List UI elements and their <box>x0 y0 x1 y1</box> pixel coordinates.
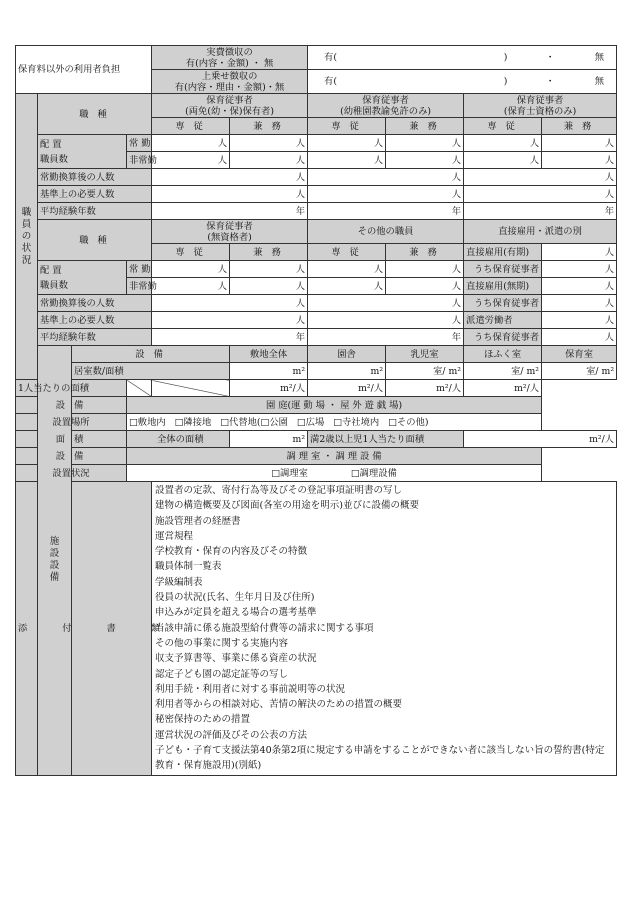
location-label: 設置場所 <box>16 414 127 431</box>
cell-input[interactable]: 人 <box>152 312 308 329</box>
sentou-header: 専 従 <box>152 118 230 135</box>
cell-input[interactable]: 人 <box>464 135 542 152</box>
cell-input[interactable]: 室/ m² <box>542 363 617 380</box>
attachment-item: 学級編制表 <box>155 576 203 588</box>
of-which-label: うち保育従事者 <box>464 261 542 278</box>
cell-input[interactable]: 人 <box>152 135 230 152</box>
per-child-label: 1人当たりの面積 <box>16 380 127 397</box>
cell-input[interactable]: m² <box>230 431 308 448</box>
col-infant-room: 乳児室 <box>386 346 464 363</box>
attachment-item: 役員の状況(氏名、生年月日及び住所) <box>155 592 315 604</box>
direct-fixed-label: 直接雇用(有期) <box>464 244 542 261</box>
job-type-header: 職 種 <box>38 220 152 261</box>
joukin-label: 常 勤 <box>127 261 152 278</box>
cell-input[interactable]: m²/人 <box>464 431 617 448</box>
cell-input[interactable]: 人 <box>308 169 464 186</box>
cell-input[interactable]: 人 <box>386 261 464 278</box>
garden-header: 園 庭(運 動 場 ・ 屋 外 遊 戯 場) <box>127 397 542 414</box>
cell-input[interactable]: 人 <box>308 186 464 203</box>
cell-input[interactable]: 人 <box>542 329 617 346</box>
diagonal-cell <box>152 380 230 397</box>
cell-input[interactable]: 人 <box>308 312 464 329</box>
cell-input[interactable]: 人 <box>542 152 617 169</box>
attachment-item: 利用手続・利用者に対する事前説明等の状況 <box>155 683 346 695</box>
setsubi-header: 設 備 <box>16 397 127 414</box>
attachment-item: 学校教育・保育の内容及びその特徴 <box>155 546 308 558</box>
attachment-item: その他の事業に関する実施内容 <box>155 637 289 649</box>
kenmu-header: 兼 務 <box>230 118 308 135</box>
attachment-item: 設置者の定款、寄付行為等及びその登記事項証明書の写し <box>155 485 403 496</box>
cell-input[interactable]: m²/人 <box>308 380 386 397</box>
cell-input[interactable]: 人 <box>308 135 386 152</box>
cell-input[interactable]: m² <box>308 363 386 380</box>
cell-input[interactable]: 人 <box>230 278 308 295</box>
sentou-header: 専 従 <box>464 118 542 135</box>
kenmu-header: 兼 務 <box>230 244 308 261</box>
attachment-item: 職員体制一覧表 <box>155 561 222 573</box>
direct-open-label: 直接雇用(無期) <box>464 278 542 295</box>
attachments-label: 添 付 書 類 <box>16 482 152 776</box>
kenmu-header: 兼 務 <box>386 118 464 135</box>
cell-input[interactable]: 人 <box>152 261 230 278</box>
joukin-label: 常 勤 <box>127 135 152 152</box>
attachment-item: 施設管理者の経歴書 <box>155 515 241 527</box>
facility-section-label: 施設設備 <box>38 346 72 776</box>
cell-input[interactable]: 人 <box>464 169 617 186</box>
attachment-item: 申込みが定員を超える場合の選考基準 <box>155 607 317 619</box>
cell-input[interactable]: 年 <box>308 203 464 220</box>
cell-input[interactable]: 人 <box>464 186 617 203</box>
jippi-header: 実費徴収の 有(内容・金額) ・ 無 <box>152 46 308 70</box>
sentou-header: 専 従 <box>308 244 386 261</box>
attachment-item: 建物の構造概要及び図面(各室の用途を明示)並びに設備の概要 <box>155 500 419 512</box>
cell-input[interactable]: m²/人 <box>464 380 542 397</box>
haichi-label: 配 置 職員数 <box>38 261 127 295</box>
attachment-item: 当該申請に係る施設型給付費等の請求に関する事項 <box>155 622 374 634</box>
of-which-label: うち保育従事者 <box>464 295 542 312</box>
cell-input[interactable]: 人 <box>230 152 308 169</box>
cell-input[interactable]: 室/ m² <box>464 363 542 380</box>
col-site: 敷地全体 <box>230 346 308 363</box>
kenmu-header: 兼 務 <box>542 118 617 135</box>
hijoukin-label: 非常勤 <box>127 278 152 295</box>
col-crawl-room: ほふく室 <box>464 346 542 363</box>
cat3-header: 保育従事者 (保育士資格のみ) <box>464 94 617 118</box>
attachments-list <box>152 482 617 776</box>
cell-input[interactable]: 人 <box>542 295 617 312</box>
fee-label: 保育料以外の利用者負担 <box>16 46 152 94</box>
cell-input[interactable]: 人 <box>542 244 617 261</box>
cat5-header: その他の職員 <box>308 220 464 244</box>
dispatch-label: 派遣労働者 <box>464 312 542 329</box>
cell-input[interactable]: 人 <box>230 135 308 152</box>
attachment-item: 秘密保持のための措置 <box>155 714 251 726</box>
cell-input[interactable]: 年 <box>464 203 617 220</box>
job-type-header: 職 種 <box>38 94 152 135</box>
per-child-over2-label: 満2歳以上児1人当たり面積 <box>308 431 464 448</box>
attachment-item: 収支予算書等、事業に係る資産の状況 <box>155 653 317 665</box>
cell-input[interactable]: m²/人 <box>230 380 308 397</box>
required-label: 基準上の必要人数 <box>38 186 152 203</box>
sentou-header: 専 従 <box>152 244 230 261</box>
cell-input[interactable]: 人 <box>308 295 464 312</box>
haichi-label: 配 置 職員数 <box>38 135 127 169</box>
setsubi-header: 設 備 <box>16 448 127 465</box>
attachment-item: 運営状況の評価及びその公表の方法 <box>155 729 308 741</box>
cell-input[interactable]: 人 <box>152 152 230 169</box>
cell-input[interactable]: m² <box>230 363 308 380</box>
cell-input[interactable]: 人 <box>152 186 308 203</box>
cat2-header: 保育従事者 (幼稚園教諭免許のみ) <box>308 94 464 118</box>
kitchen-header: 調 理 室 ・ 調 理 設 備 <box>127 448 542 465</box>
cat1-header: 保育従事者 (両免(幼・保)保有者) <box>152 94 308 118</box>
status-label: 設置状況 <box>16 465 127 482</box>
uwanose-input[interactable]: 有( ) ・ 無 <box>308 70 617 94</box>
cell-input[interactable]: 人 <box>308 152 386 169</box>
fte-label: 常勤換算後の人数 <box>38 295 152 312</box>
location-options[interactable]: □敷地内 □隣接地 □代替地(□公園 □広場 □寺社境内 □その他) <box>127 414 542 431</box>
jippi-input[interactable]: 有( ) ・ 無 <box>308 46 617 70</box>
avg-years-label: 平均経験年数 <box>38 203 152 220</box>
attachment-item: 子ども・子育て支援法第40条第2項に規定する申請をすることができない者に該当しない旨の誓約書(特定教育・保育施設用)(別紙) <box>155 745 605 772</box>
cell-input[interactable]: 年 <box>308 329 464 346</box>
attachment-item: 運営規程 <box>155 530 194 542</box>
form-sheet <box>15 45 616 776</box>
uwanose-header: 上乗せ徴収の 有(内容・理由・金額)・無 <box>152 70 308 94</box>
cell-input[interactable]: 人 <box>542 278 617 295</box>
area-label: 居室数/面積 <box>72 363 230 380</box>
cat6-header: 直接雇用・派遣の別 <box>464 220 617 244</box>
avg-years-label: 平均経験年数 <box>38 329 152 346</box>
required-label: 基準上の必要人数 <box>38 312 152 329</box>
attachment-item: 利用者等からの相談対応、苦情の解決のための措置の概要 <box>155 699 403 711</box>
col-nursery-room: 保育室 <box>542 346 617 363</box>
cell-input[interactable]: 人 <box>542 312 617 329</box>
cell-input[interactable]: 人 <box>308 261 386 278</box>
col-building: 園舎 <box>308 346 386 363</box>
cell-input[interactable]: m²/人 <box>386 380 464 397</box>
setsubi-header: 設 備 <box>72 346 230 363</box>
cat4-header: 保育従事者 (無資格者) <box>152 220 308 244</box>
cell-input[interactable]: 人 <box>386 135 464 152</box>
total-area-label: 全体の面積 <box>127 431 230 448</box>
cell-input[interactable]: 人 <box>152 295 308 312</box>
cell-input[interactable]: 人 <box>542 135 617 152</box>
fte-label: 常勤換算後の人数 <box>38 169 152 186</box>
of-which-label: うち保育従事者 <box>464 329 542 346</box>
attachment-item: 認定子ども園の認定証等の写し <box>155 668 289 680</box>
diagonal-cell <box>127 380 152 397</box>
menseki-label: 面 積 <box>16 431 127 448</box>
cell-input[interactable]: 人 <box>386 278 464 295</box>
application-form-table <box>15 45 617 776</box>
cell-input[interactable]: 人 <box>542 261 617 278</box>
cell-input[interactable]: 室/ m² <box>386 363 464 380</box>
cell-input[interactable]: 人 <box>152 278 230 295</box>
staff-section-label: 職員の状況 <box>16 94 38 380</box>
kenmu-header: 兼 務 <box>386 244 464 261</box>
kitchen-options[interactable]: □調理室 □調理設備 <box>127 465 542 482</box>
cell-input[interactable]: 人 <box>230 261 308 278</box>
cell-input[interactable]: 人 <box>464 152 542 169</box>
cell-input[interactable]: 年 <box>152 203 308 220</box>
cell-input[interactable]: 年 <box>152 329 308 346</box>
hijoukin-label: 非常勤 <box>127 152 152 169</box>
cell-input[interactable]: 人 <box>386 152 464 169</box>
cell-input[interactable]: 人 <box>308 278 386 295</box>
cell-input[interactable]: 人 <box>152 169 308 186</box>
sentou-header: 専 従 <box>308 118 386 135</box>
